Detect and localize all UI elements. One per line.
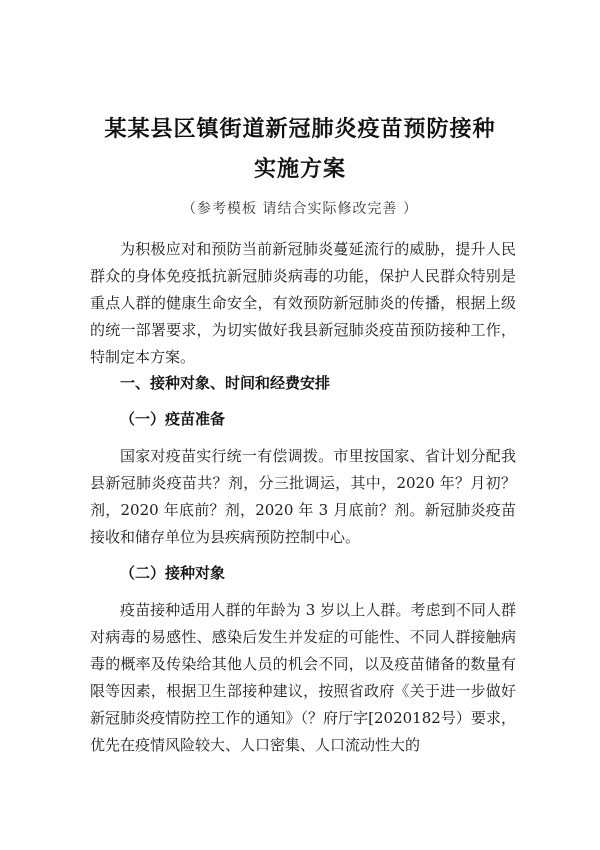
subsection-2-paragraph: 疫苗接种适用人群的年龄为 3 岁以上人群。考虑到不同人群对病毒的易感性、感染后发生并发症的可能性、不同人群接触病毒的概率及传染给其他人员的机会不同，以及疫苗储备的数量有限等因素，根据卫生部接种建议，按照省政府《关于进一步做好新冠肺炎疫情防控工作的通知》（？府厅字[2020182号）要求，优先在疫情风险较大、人口密集、人口流动性大的 [90,601,516,754]
document-title-line-1: 某某县区镇街道新冠肺炎疫苗预防接种 [104,117,496,142]
section-1-heading: 一、接种对象、时间和经费安排 [120,374,331,392]
intro-paragraph: 为积极应对和预防当前新冠肺炎蔓延流行的威胁，提升人民群众的身体免疫抵抗新冠肺炎病毒的功能，保护人民群众特别是重点人群的健康生命安全，有效预防新冠肺炎的传播，根据上级的统一部署要求，为切实做好我县新冠肺炎疫苗预防接种工作，特制定本方案。 [90,240,516,366]
subsection-2-heading: （二）接种对象 [120,564,226,582]
subsection-1-paragraph: 国家对疫苗实行统一有偿调拨。市里按国家、省计划分配我县新冠肺炎疫苗共？剂，分三批调运，其中，2020 年？月初？剂，2020 年底前？剂，2020 年 3 月底前？剂。新冠肺炎疫苗接收和储存单位为县疾病预防控制中心。 [90,447,516,546]
subsection-1-heading: （一）疫苗准备 [120,410,226,428]
document-subtitle: （参考模板 请结合实际修改完善 ） [182,201,418,217]
document-title-line-2: 实施方案 [253,157,346,182]
